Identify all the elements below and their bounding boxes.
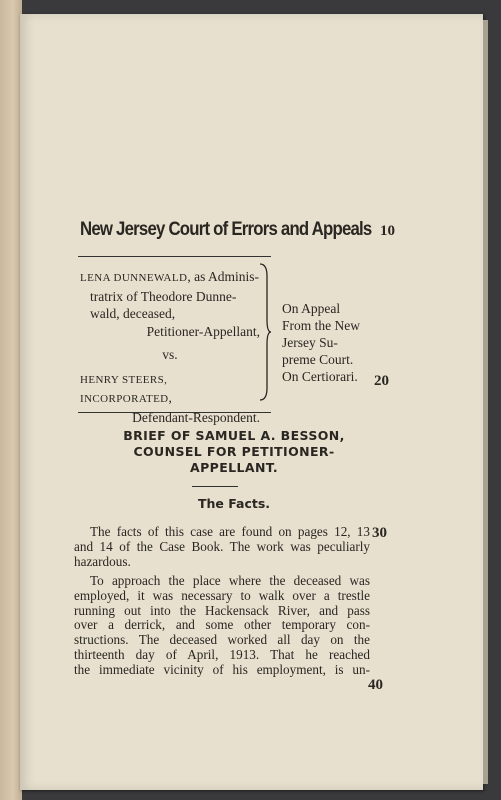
party1-role: Petitioner-Appellant, [146, 323, 260, 339]
line-number: 40 [368, 677, 383, 693]
versus: vs. [162, 347, 178, 362]
facing-page-edge [0, 0, 22, 800]
page-stack-edge [483, 20, 488, 784]
caption-top-rule [78, 256, 271, 257]
section-divider [192, 486, 238, 487]
paragraph: The facts of this case are found on pages 12, 13 and 14 of the Case Book. The work was peculiarly hazardous. [74, 524, 370, 569]
case-caption: LENA DUNNEWALD, as Adminis- tratrix of Theodore Dunne- wald, deceased, Petitioner-Appellant, vs. HENRY STEERS, INCORPORATED, Defendant-Respondent. [80, 269, 260, 425]
line-number: 10 [380, 223, 395, 239]
party1-name: LENA DUNNEWALD [80, 272, 188, 284]
section-title: The Facts. [197, 496, 271, 511]
line-number: 20 [374, 373, 389, 389]
appeal-note: On Appeal From the New Jersey Su- preme Court. On Certiorari. [282, 301, 360, 384]
paragraph: To approach the place where the deceased was employed, it was necessary to walk over a trestle running out into the Hackensack River, and pass over a derrick, and some other temporary con- structions. The deceased worked all day on the thirteenth day of April, 1913. That he reached the immediate vicinity of his employment, is un- [74, 573, 370, 677]
brace-icon [258, 262, 272, 402]
court-title: New Jersey Court of Errors and Appeals [80, 218, 372, 240]
brief-title: BRIEF OF SAMUEL A. BESSON, COUNSEL FOR PETITIONER- APPELLANT. [123, 428, 345, 475]
party2-role: Defendant-Respondent. [132, 409, 260, 425]
line-number: 30 [372, 525, 387, 541]
party2-name: HENRY STEERS, INCORPORATED [80, 373, 169, 405]
